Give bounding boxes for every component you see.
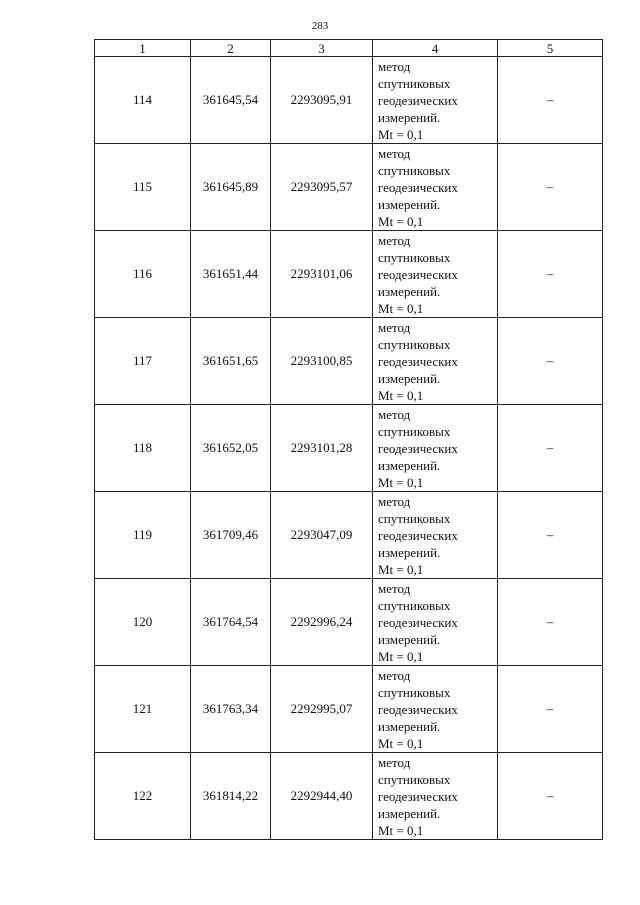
method-cell bbox=[373, 231, 498, 318]
note-cell: – bbox=[498, 144, 603, 231]
method-line: спутниковых bbox=[378, 510, 451, 526]
method-line: геодезических bbox=[378, 353, 458, 369]
point-number-cell: 119 bbox=[95, 492, 191, 579]
method-cell bbox=[373, 666, 498, 753]
note-cell: – bbox=[498, 492, 603, 579]
method-line: Mt = 0,1 bbox=[378, 822, 424, 838]
note-cell: – bbox=[498, 231, 603, 318]
method-cell bbox=[373, 753, 498, 840]
method-line: Mt = 0,1 bbox=[378, 648, 424, 664]
column-header-3: 3 bbox=[271, 40, 373, 57]
table-row bbox=[95, 666, 603, 753]
table-row bbox=[95, 231, 603, 318]
method-line: спутниковых bbox=[378, 162, 451, 178]
table-row bbox=[95, 144, 603, 231]
point-number-cell: 120 bbox=[95, 579, 191, 666]
method-line: Mt = 0,1 bbox=[378, 474, 424, 490]
method-line: геодезических bbox=[378, 701, 458, 717]
coordinates-table bbox=[94, 39, 603, 840]
x-coordinate-cell: 361709,46 bbox=[191, 492, 271, 579]
point-number-cell: 122 bbox=[95, 753, 191, 840]
method-line: измерений. bbox=[378, 718, 441, 734]
method-line: геодезических bbox=[378, 266, 458, 282]
y-coordinate-cell: 2293101,06 bbox=[271, 231, 373, 318]
method-line: геодезических bbox=[378, 527, 458, 543]
column-header-1: 1 bbox=[95, 40, 191, 57]
x-coordinate-cell: 361652,05 bbox=[191, 405, 271, 492]
method-line: измерений. bbox=[378, 370, 441, 386]
method-cell bbox=[373, 318, 498, 405]
method-line: метод bbox=[378, 667, 411, 683]
table-row bbox=[95, 57, 603, 144]
method-line: метод bbox=[378, 58, 411, 74]
y-coordinate-cell: 2293101,28 bbox=[271, 405, 373, 492]
method-line: метод bbox=[378, 754, 411, 770]
x-coordinate-cell: 361645,54 bbox=[191, 57, 271, 144]
table-header-row bbox=[95, 40, 603, 57]
method-line: Mt = 0,1 bbox=[378, 213, 424, 229]
point-number-cell: 118 bbox=[95, 405, 191, 492]
method-line: измерений. bbox=[378, 109, 441, 125]
method-line: измерений. bbox=[378, 805, 441, 821]
method-line: измерений. bbox=[378, 283, 441, 299]
y-coordinate-cell: 2292996,24 bbox=[271, 579, 373, 666]
note-cell: – bbox=[498, 753, 603, 840]
table-row bbox=[95, 753, 603, 840]
y-coordinate-cell: 2292944,40 bbox=[271, 753, 373, 840]
method-line: спутниковых bbox=[378, 423, 451, 439]
method-line: метод bbox=[378, 319, 411, 335]
method-line: геодезических bbox=[378, 440, 458, 456]
method-line: метод bbox=[378, 406, 411, 422]
method-line: спутниковых bbox=[378, 684, 451, 700]
column-header-4: 4 bbox=[373, 40, 498, 57]
method-line: спутниковых bbox=[378, 597, 451, 613]
method-line: метод bbox=[378, 493, 411, 509]
method-line: Mt = 0,1 bbox=[378, 300, 424, 316]
note-cell: – bbox=[498, 318, 603, 405]
method-line: Mt = 0,1 bbox=[378, 126, 424, 142]
point-number-cell: 115 bbox=[95, 144, 191, 231]
y-coordinate-cell: 2293095,91 bbox=[271, 57, 373, 144]
y-coordinate-cell: 2292995,07 bbox=[271, 666, 373, 753]
table-row bbox=[95, 492, 603, 579]
x-coordinate-cell: 361651,44 bbox=[191, 231, 271, 318]
method-line: измерений. bbox=[378, 457, 441, 473]
method-line: метод bbox=[378, 580, 411, 596]
method-line: измерений. bbox=[378, 631, 441, 647]
method-line: Mt = 0,1 bbox=[378, 387, 424, 403]
x-coordinate-cell: 361764,54 bbox=[191, 579, 271, 666]
x-coordinate-cell: 361814,22 bbox=[191, 753, 271, 840]
method-cell bbox=[373, 405, 498, 492]
x-coordinate-cell: 361645,89 bbox=[191, 144, 271, 231]
x-coordinate-cell: 361651,65 bbox=[191, 318, 271, 405]
point-number-cell: 117 bbox=[95, 318, 191, 405]
table-body bbox=[95, 57, 603, 840]
y-coordinate-cell: 2293047,09 bbox=[271, 492, 373, 579]
method-line: измерений. bbox=[378, 196, 441, 212]
note-cell: – bbox=[498, 666, 603, 753]
method-line: Mt = 0,1 bbox=[378, 561, 424, 577]
table-row bbox=[95, 318, 603, 405]
column-header-2: 2 bbox=[191, 40, 271, 57]
method-line: метод bbox=[378, 232, 411, 248]
method-line: измерений. bbox=[378, 544, 441, 560]
table-row bbox=[95, 405, 603, 492]
note-cell: – bbox=[498, 579, 603, 666]
method-cell bbox=[373, 579, 498, 666]
method-line: геодезических bbox=[378, 788, 458, 804]
method-line: спутниковых bbox=[378, 336, 451, 352]
column-header-5: 5 bbox=[498, 40, 603, 57]
method-cell bbox=[373, 144, 498, 231]
y-coordinate-cell: 2293100,85 bbox=[271, 318, 373, 405]
table-row bbox=[95, 579, 603, 666]
method-line: геодезических bbox=[378, 92, 458, 108]
x-coordinate-cell: 361763,34 bbox=[191, 666, 271, 753]
method-cell bbox=[373, 57, 498, 144]
note-cell: – bbox=[498, 57, 603, 144]
method-line: метод bbox=[378, 145, 411, 161]
note-cell: – bbox=[498, 405, 603, 492]
page-number: 283 bbox=[311, 20, 329, 32]
method-line: геодезических bbox=[378, 179, 458, 195]
point-number-cell: 114 bbox=[95, 57, 191, 144]
method-line: спутниковых bbox=[378, 75, 451, 91]
method-line: спутниковых bbox=[378, 249, 451, 265]
method-line: геодезических bbox=[378, 614, 458, 630]
point-number-cell: 121 bbox=[95, 666, 191, 753]
method-cell bbox=[373, 492, 498, 579]
method-line: Mt = 0,1 bbox=[378, 735, 424, 751]
y-coordinate-cell: 2293095,57 bbox=[271, 144, 373, 231]
method-line: спутниковых bbox=[378, 771, 451, 787]
point-number-cell: 116 bbox=[95, 231, 191, 318]
